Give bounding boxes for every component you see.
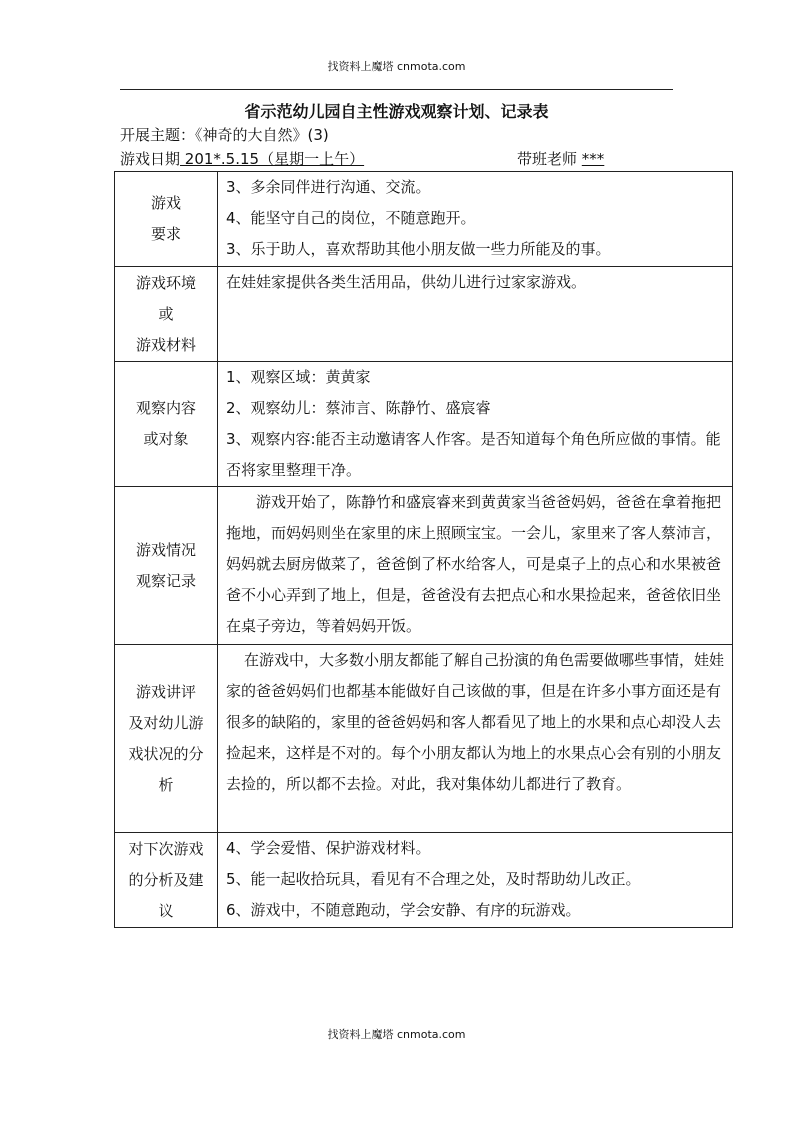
requirements-content bbox=[218, 172, 733, 267]
row-label-analysis bbox=[115, 645, 218, 833]
teacher-label: 带班老师 bbox=[517, 150, 578, 168]
table-row-analysis bbox=[115, 645, 733, 833]
list-item: 4、学会爱惜、保护游戏材料。 bbox=[226, 839, 431, 857]
table-row-requirements bbox=[115, 172, 733, 267]
analysis-content bbox=[218, 645, 733, 833]
page-footer-watermark: 找资料上魔塔 cnmota.com bbox=[327, 1028, 466, 1041]
observation-record-table bbox=[114, 171, 733, 928]
theme-label: 开展主题： bbox=[120, 126, 196, 144]
record-content bbox=[218, 487, 733, 645]
date-label: 游戏日期 bbox=[120, 150, 181, 168]
row-label-record bbox=[115, 487, 218, 645]
label-line: 对下次游戏 bbox=[128, 839, 204, 858]
label-line: 游戏环境 bbox=[135, 273, 196, 292]
teacher-field bbox=[517, 148, 604, 169]
theme-line bbox=[120, 124, 329, 145]
list-item: 5、能一起收拾玩具，看见有不合理之处，及时帮助幼儿改正。 bbox=[226, 870, 641, 888]
label-line: 析 bbox=[158, 775, 174, 794]
label-line: 或 bbox=[158, 304, 174, 323]
label-line: 游戏 bbox=[150, 194, 181, 212]
environment-text: 在娃娃家提供各类生活用品，供幼儿进行过家家游戏。 bbox=[226, 273, 587, 291]
document-title: 省示范幼儿园自主性游戏观察计划、记录表 bbox=[244, 102, 549, 121]
label-line: 游戏讲评 bbox=[135, 682, 196, 701]
observation-content bbox=[218, 362, 733, 487]
row-label-next bbox=[115, 833, 218, 928]
list-item: 1、观察区域：黄黄家 bbox=[226, 368, 371, 386]
teacher-value: *** bbox=[581, 150, 605, 168]
row-label-environment bbox=[115, 267, 218, 362]
table-row-next bbox=[115, 833, 733, 928]
environment-content bbox=[218, 267, 733, 362]
list-item: 4、能坚守自己的岗位，不随意跑开。 bbox=[226, 209, 476, 227]
list-item: 3、乐于助人，喜欢帮助其他小朋友做一些力所能及的事。 bbox=[226, 240, 611, 258]
next-content bbox=[218, 833, 733, 928]
header-divider bbox=[120, 89, 673, 90]
page-header-watermark: 找资料上魔塔 cnmota.com bbox=[327, 60, 466, 73]
record-text: 游戏开始了，陈静竹和盛宸睿来到黄黄家当爸爸妈妈，爸爸在拿着拖把拖地，而妈妈则坐在家里的床上照顾宝宝。一会儿，家里来了客人蔡沛言，妈妈就去厨房做菜了，爸爸倒了杯水给客人，可是桌子上的点心和水果被爸爸不小心弄到了地上，但是，爸爸没有去把点心和水果捡起来，爸爸依旧坐在桌子旁边，等着妈妈开饭。 bbox=[226, 493, 722, 635]
list-item: 2、观察幼儿：蔡沛言、陈静竹、盛宸睿 bbox=[226, 399, 491, 417]
date-line bbox=[120, 148, 680, 169]
label-line: 游戏材料 bbox=[135, 335, 196, 354]
row-label-observation bbox=[115, 362, 218, 487]
theme-value: 《神奇的大自然》(3) bbox=[195, 126, 329, 144]
label-line: 的分析及建 bbox=[128, 870, 204, 889]
label-line: 要求 bbox=[150, 225, 181, 243]
label-line: 游戏情况 bbox=[135, 540, 196, 559]
list-item: 3、多余同伴进行沟通、交流。 bbox=[226, 178, 431, 196]
list-item: 6、游戏中，不随意跑动，学会安静、有序的玩游戏。 bbox=[226, 901, 581, 919]
row-label-requirements bbox=[115, 172, 218, 267]
list-item: 3、观察内容:能否主动邀请客人作客。是否知道每个角色所应做的事情。能否将家里整理干净。 bbox=[226, 430, 721, 479]
label-line: 戏状况的分 bbox=[128, 744, 204, 763]
label-line: 观察内容 bbox=[135, 399, 196, 417]
label-line: 议 bbox=[158, 901, 174, 920]
label-line: 或对象 bbox=[143, 430, 189, 448]
table-row-observation bbox=[115, 362, 733, 487]
date-value: 201*.5.15（星期一上午） bbox=[180, 150, 365, 168]
label-line: 观察记录 bbox=[135, 571, 196, 590]
table-row-record bbox=[115, 487, 733, 645]
analysis-text: 在游戏中，大多数小朋友都能了解自己扮演的角色需要做哪些事情，娃娃家的爸爸妈妈们也都基本能做好自己该做的事，但是在许多小事方面还是有很多的缺陷的，家里的爸爸妈妈和客人都看见了地上的水果和点心却没人去捡起来，这样是不对的。每个小朋友都认为地上的水果点心会有别的小朋友去捡的，所以都不去捡。对此，我对集体幼儿都进行了教育。 bbox=[226, 651, 725, 793]
label-line: 及对幼儿游 bbox=[128, 713, 204, 732]
table-row-environment bbox=[115, 267, 733, 362]
